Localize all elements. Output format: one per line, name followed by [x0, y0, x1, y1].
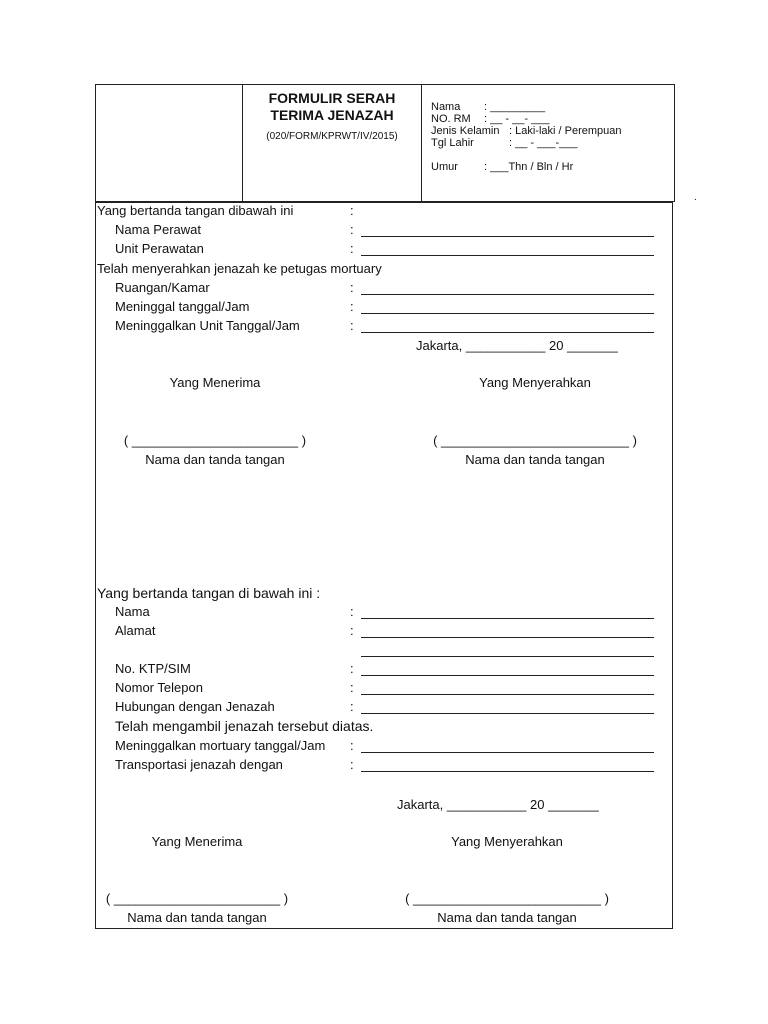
- s1-signature-right[interactable]: ( __________________________ ): [433, 433, 637, 448]
- label-transportasi: Transportasi jenazah dengan: [115, 757, 283, 772]
- s1-caption-left: Nama dan tanda tangan: [145, 452, 285, 467]
- colon: :: [350, 757, 354, 772]
- colon: :: [350, 738, 354, 753]
- label-ruangan: Ruangan/Kamar: [115, 280, 210, 295]
- field-meninggalkan-mortuary[interactable]: [361, 752, 654, 753]
- patient-sex-value: : Laki-laki / Perempuan: [509, 125, 622, 137]
- field-nama-perawat[interactable]: [361, 236, 654, 237]
- s1-receiver: Yang Menerima: [169, 375, 261, 390]
- s1-signature-left[interactable]: ( _______________________ ): [123, 433, 307, 448]
- label-meninggal: Meninggal tanggal/Jam: [115, 299, 250, 314]
- colon: :: [350, 299, 354, 314]
- field-unit-perawatan[interactable]: [361, 255, 654, 256]
- patient-age-label: Umur: [431, 161, 458, 173]
- label-hubungan: Hubungan dengan Jenazah: [115, 699, 275, 714]
- label-nama: Nama: [115, 604, 150, 619]
- field-meninggal[interactable]: [361, 313, 654, 314]
- field-ktp[interactable]: [361, 675, 654, 676]
- colon: :: [350, 222, 354, 237]
- s1-handover: Telah menyerahkan jenazah ke petugas mortuary: [97, 261, 382, 276]
- s1-giver: Yang Menyerahkan: [479, 375, 591, 390]
- label-alamat: Alamat: [115, 623, 156, 638]
- colon: :: [350, 203, 354, 218]
- label-nama-perawat: Nama Perawat: [115, 222, 201, 237]
- patient-rm-value: : __ - __- ___: [484, 113, 550, 125]
- label-telepon: Nomor Telepon: [115, 680, 203, 695]
- patient-name-value: : _________: [484, 101, 546, 113]
- s2-caption-right: Nama dan tanda tangan: [437, 910, 577, 925]
- label-ktp: No. KTP/SIM: [115, 661, 191, 676]
- patient-dob-label: Tgl Lahir: [431, 137, 474, 149]
- form-code: (020/FORM/KPRWT/IV/2015): [266, 131, 398, 142]
- s2-giver: Yang Menyerahkan: [451, 834, 563, 849]
- colon: :: [350, 680, 354, 695]
- patient-sex-label: Jenis Kelamin: [431, 125, 500, 137]
- s1-place-date[interactable]: Jakarta, ___________ 20 _______: [416, 338, 618, 353]
- patient-rm-label: NO. RM: [431, 113, 471, 125]
- s2-receiver: Yang Menerima: [151, 834, 243, 849]
- form-title: [243, 90, 421, 124]
- colon: :: [350, 604, 354, 619]
- s2-caption-left: Nama dan tanda tangan: [127, 910, 267, 925]
- label-meninggalkan-mortuary: Meninggalkan mortuary tanggal/Jam: [115, 738, 326, 753]
- label-unit-perawatan: Unit Perawatan: [115, 241, 204, 256]
- colon: :: [350, 241, 354, 256]
- colon: :: [350, 280, 354, 295]
- s1-intro: Yang bertanda tangan dibawah ini: [97, 203, 294, 218]
- s2-place-date[interactable]: Jakarta, ___________ 20 _______: [397, 797, 599, 812]
- s1-caption-right: Nama dan tanda tangan: [465, 452, 605, 467]
- colon: :: [350, 661, 354, 676]
- field-hubungan[interactable]: [361, 713, 654, 714]
- colon: :: [350, 699, 354, 714]
- patient-name-label: Nama: [431, 101, 461, 113]
- field-ruangan[interactable]: [361, 294, 654, 295]
- field-alamat-2[interactable]: [361, 656, 654, 657]
- s2-intro: Yang bertanda tangan di bawah ini :: [97, 585, 321, 601]
- field-telepon[interactable]: [361, 694, 654, 695]
- form-title-line2: TERIMA JENAZAH: [270, 107, 394, 123]
- colon: :: [350, 623, 354, 638]
- field-alamat-1[interactable]: [361, 637, 654, 638]
- s2-signature-right[interactable]: ( __________________________ ): [405, 891, 609, 906]
- patient-dob-value: : __ - ___-___: [509, 137, 578, 149]
- s2-taken: Telah mengambil jenazah tersebut diatas.: [115, 718, 374, 734]
- s2-signature-left[interactable]: ( _______________________ ): [105, 891, 289, 906]
- margin-dot: .: [694, 192, 697, 203]
- field-meninggalkan-unit[interactable]: [361, 332, 654, 333]
- label-meninggalkan-unit: Meninggalkan Unit Tanggal/Jam: [115, 318, 300, 333]
- field-transportasi[interactable]: [361, 771, 654, 772]
- colon: :: [350, 318, 354, 333]
- form-title-line1: FORMULIR SERAH: [268, 90, 396, 106]
- info-cell-divider: [421, 84, 422, 202]
- patient-age-value: : ___Thn / Bln / Hr: [484, 161, 574, 173]
- field-nama[interactable]: [361, 618, 654, 619]
